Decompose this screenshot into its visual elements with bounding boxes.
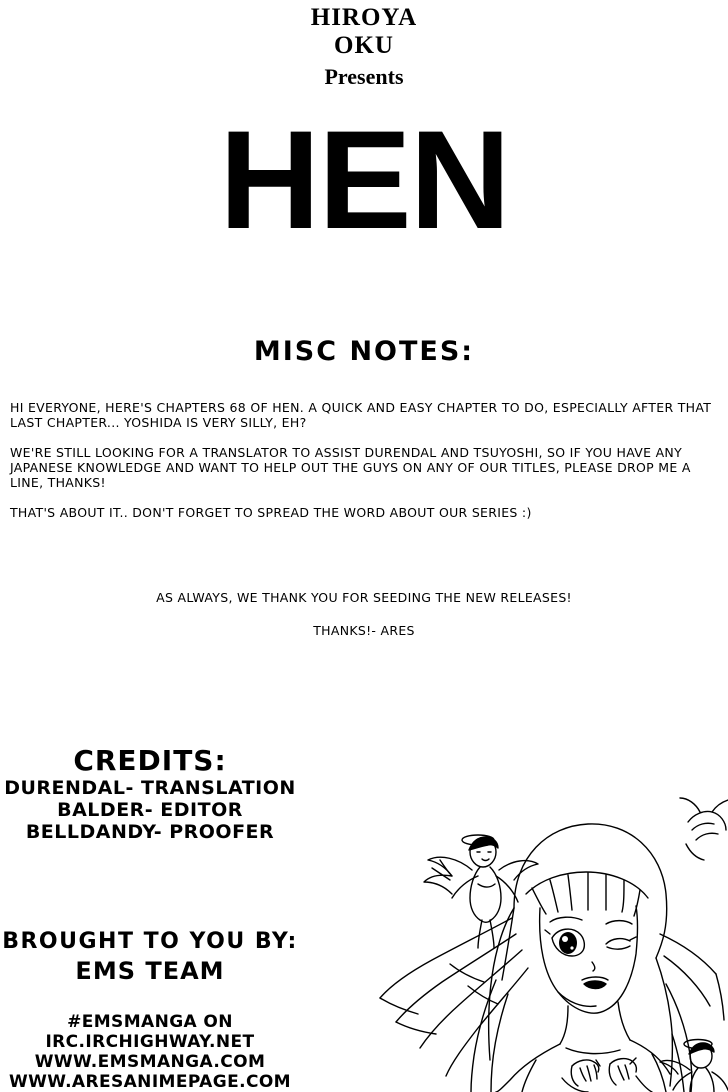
misc-notes-heading: MISC NOTES:	[253, 336, 475, 367]
team-name: EMS TEAM	[75, 957, 225, 985]
brought-to-you-by-block	[0, 928, 300, 986]
irc-channel: #EMSMANGA ON	[67, 1012, 233, 1032]
brought-to-you-by-heading: BROUGHT TO YOU BY:	[2, 929, 298, 954]
manga-illustration	[300, 748, 728, 1092]
page-title: HEN	[219, 101, 509, 258]
signature-line: THANKS!- ARES	[313, 623, 415, 638]
author-last-name: OKU	[334, 32, 394, 59]
credits-entry-editor: BALDER- EDITOR	[57, 799, 243, 821]
manga-girl-artwork-svg	[300, 748, 728, 1092]
notes-closing-block	[0, 590, 728, 638]
misc-notes-body	[10, 400, 718, 535]
website-aresanimepage[interactable]: WWW.ARESANIMEPAGE.COM	[9, 1072, 291, 1092]
notes-paragraph-3: THAT'S ABOUT IT.. DON'T FORGET TO SPREAD THE WORD ABOUT OUR SERIES :)	[10, 505, 532, 520]
credits-entry-translation: DURENDAL- TRANSLATION	[4, 777, 296, 799]
irc-server: IRC.IRCHIGHWAY.NET	[45, 1032, 255, 1052]
notes-paragraph-1: HI EVERYONE, HERE'S CHAPTERS 68 OF HEN. A QUICK AND EASY CHAPTER TO DO, ESPECIALLY AFTER THAT LAST CHAPTER... YOSHIDA IS VERY SILLY, EH?	[10, 400, 712, 430]
credits-block	[0, 745, 300, 843]
notes-paragraph-2: WE'RE STILL LOOKING FOR A TRANSLATOR TO ASSIST DURENDAL AND TSUYOSHI, SO IF YOU HAVE ANY JAPANESE KNOWLEDGE AND WANT TO HELP OUT THE GUYS ON ANY OF OUR TITLES, PLEASE DROP ME A LINE, THANKS!	[10, 445, 691, 490]
contact-block	[0, 1012, 300, 1092]
presents-label: Presents	[324, 64, 404, 89]
website-emsmanga[interactable]: WWW.EMSMANGA.COM	[34, 1052, 266, 1072]
author-block	[0, 4, 728, 92]
author-first-name: HIROYA	[310, 4, 418, 31]
credits-entry-proofer: BELLDANDY- PROOFER	[25, 821, 275, 843]
credits-heading: CREDITS:	[73, 744, 227, 777]
seeding-thanks-line: AS ALWAYS, WE THANK YOU FOR SEEDING THE NEW RELEASES!	[156, 590, 572, 605]
